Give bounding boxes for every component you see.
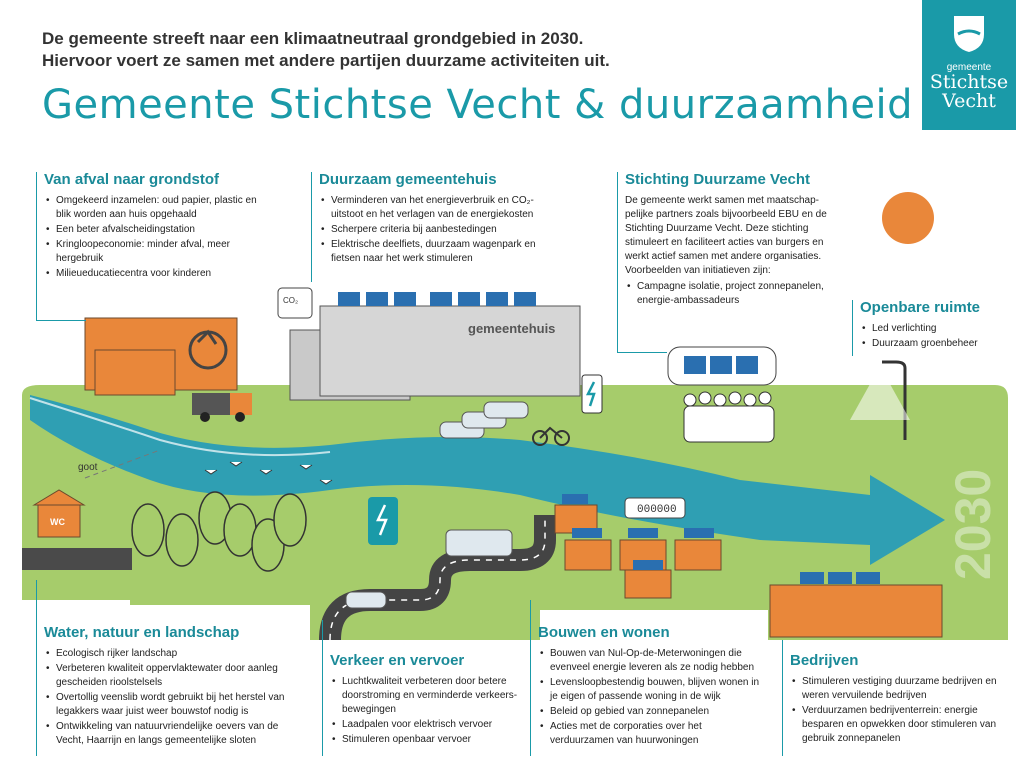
list-item: • Led verlichting (872, 322, 1010, 336)
list-item: • Omgekeerd inzamelen: oud papier, plastic en blik worden aan huis opgehaald (56, 194, 269, 222)
wc-label: WC (50, 517, 65, 527)
list-item: • Levensloopbestendig bouwen, blijven wonen in je eigen of passende woning in de wijk (550, 676, 763, 704)
section-list (538, 647, 763, 748)
shield-icon (952, 14, 986, 54)
verkeer-bracket (322, 620, 323, 756)
stichting-bracket (617, 172, 618, 352)
list-item: • Verbeteren kwaliteit oppervlaktewater door aanleg gescheiden rioolstelsels (56, 662, 294, 690)
intro-line-2: Hiervoor voert ze samen met andere partijen duurzame activiteiten uit. (42, 51, 610, 70)
town-hall-building (290, 292, 580, 400)
list-item: • Beleid op gebied van zonnepanelen (550, 705, 763, 719)
section-list (860, 322, 1010, 351)
water-bracket (36, 580, 37, 756)
section-bouwen (538, 624, 763, 749)
list-item: • Een beter afvalscheidingstation (56, 223, 269, 237)
list-item: • Campagne isolatie, project zonnepanelen, energie-ambassadeurs (637, 280, 830, 308)
section-paragraph: De gemeente werkt samen met maatschap-pelijke partners zoals bijvoorbeeld EBU en de Stichting Duurzame Vecht. Deze stichting stimuleert en faciliteert acties van burgers en werkt actief samen met andere organisaties. Voorbeelden van initiatieven zijn: (625, 195, 827, 276)
list-item: • Verminderen van het energieverbruik en CO₂-uitstoot en het verlagen van de energiekosten (331, 194, 549, 222)
section-verkeer (330, 652, 525, 748)
goot-label: goot (78, 462, 98, 473)
section-title: Verkeer en vervoer (330, 652, 465, 669)
list-item: • Bouwen van Nul-Op-de-Meterwoningen die evenveel energie leveren als ze nodig hebben (550, 647, 763, 675)
section-bedrijven (790, 652, 1010, 747)
list-item: • Stimuleren vestiging duurzame bedrijven en weren vervuilende bedrijven (802, 675, 1010, 703)
section-title: Openbare ruimte (860, 299, 981, 316)
list-item: • Elektrische deelfiets, duurzaam wagenpark en fietsen naar het werk stimuleren (331, 238, 549, 266)
section-openbare (860, 299, 1010, 352)
year-label: 2030 (945, 468, 1001, 580)
town-hall-label: gemeentehuis (468, 321, 556, 336)
list-item: • Duurzaam groenbeheer (872, 337, 1010, 351)
electric-car (346, 592, 386, 608)
section-title: Bedrijven (790, 652, 859, 669)
intro-text (42, 28, 762, 72)
list-item: • Ontwikkeling van natuurvriendelijke oevers van de Vecht, Haarrijn en langs gemeentelijke sloten (56, 720, 294, 748)
section-list (44, 647, 294, 748)
bedrijven-bracket (782, 640, 783, 756)
section-afval (44, 171, 269, 282)
list-item: • Kringloopeconomie: minder afval, meer hergebruik (56, 238, 269, 266)
section-title: Water, natuur en landschap (44, 624, 240, 641)
section-list (319, 194, 549, 266)
section-list (625, 280, 830, 308)
co2-label: CO₂ (283, 296, 299, 305)
recycling-building (85, 318, 237, 395)
list-item: • Overtollig veenslib wordt gebruikt bij het herstel van legakkers waar juist weer bouwstof nodig is (56, 691, 294, 719)
sun (882, 192, 934, 244)
list-item: • Ecologisch rijker landschap (56, 647, 294, 661)
stichting-bracket-foot (617, 352, 667, 353)
electric-van (446, 530, 512, 556)
section-title: Stichting Duurzame Vecht (625, 171, 811, 188)
logo-small-text: gemeente (946, 62, 992, 73)
section-title: Duurzaam gemeentehuis (319, 171, 497, 188)
section-title: Bouwen en wonen (538, 624, 670, 641)
section-stichting (625, 171, 830, 309)
list-item: • Verduurzamen bedrijventerrein: energie besparen en opwekken door stimuleren van gebruik zonnepanelen (802, 704, 1010, 746)
bouwen-bracket (530, 600, 531, 756)
section-list (330, 675, 525, 747)
afval-bracket-foot (36, 320, 86, 321)
list-item: • Scherpere criteria bij aanbestedingen (331, 223, 549, 237)
intro-line-1: De gemeente streeft naar een klimaatneutraal grondgebied in 2030. (42, 29, 584, 48)
list-item: • Laadpalen voor elektrisch vervoer (342, 718, 525, 732)
logo-line-1: Stichtse (929, 71, 1009, 93)
openbare-bracket (852, 300, 853, 356)
list-item: • Acties met de corporaties over het verduurzamen van huurwoningen (550, 720, 763, 748)
page-title: Gemeente Stichtse Vecht & duurzaamheid (42, 82, 914, 128)
list-item: • Stimuleren openbaar vervoer (342, 733, 525, 747)
logo-line-2: Vecht (942, 90, 996, 112)
list-item: • Luchtkwaliteit verbeteren door betere doorstroming en verminderde verkeers-bewegingen (342, 675, 525, 717)
section-list (44, 194, 269, 281)
energy-meter-value: 000000 (637, 504, 677, 516)
section-list (790, 675, 1010, 746)
gemeentehuis-bracket (311, 172, 312, 282)
section-water (44, 624, 294, 749)
section-title: Van afval naar grondstof (44, 171, 220, 188)
section-gemeentehuis (319, 171, 549, 267)
list-item: • Milieueducatiecentra voor kinderen (56, 267, 269, 281)
afval-bracket (36, 172, 37, 320)
municipality-logo (922, 0, 1016, 130)
